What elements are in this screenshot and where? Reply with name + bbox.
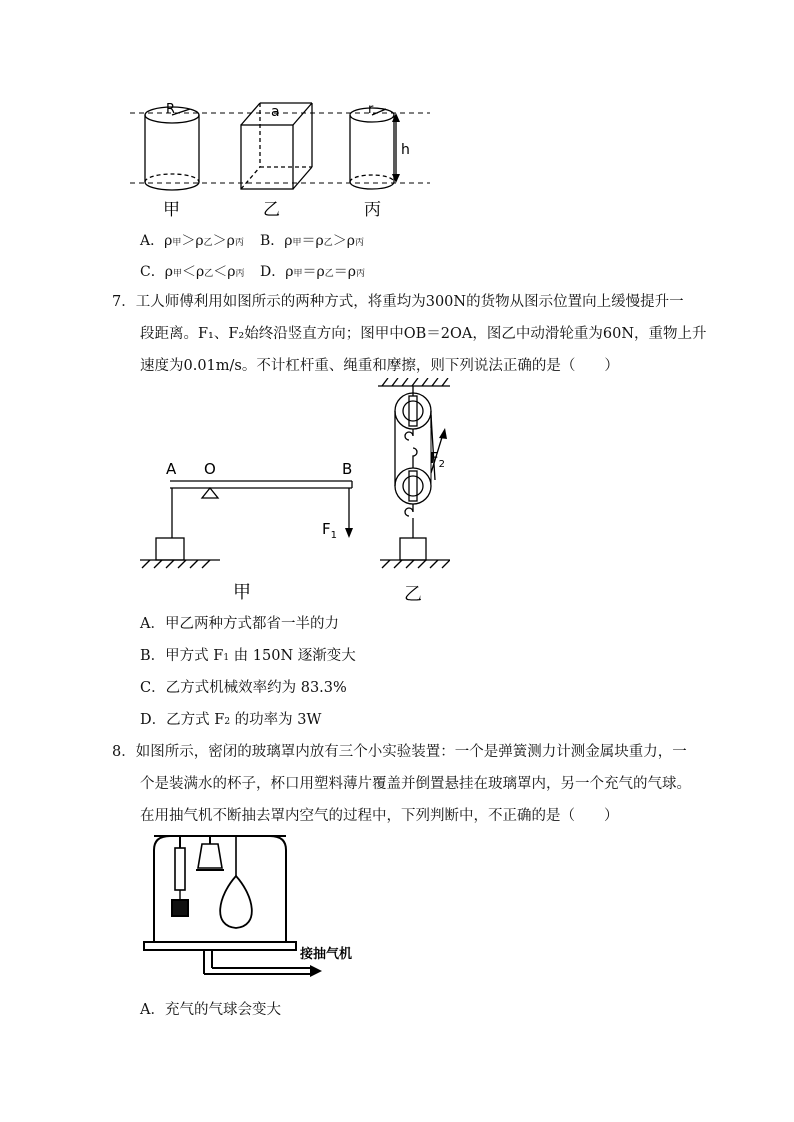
- q6-figure: [130, 95, 430, 225]
- label-r: r: [368, 102, 374, 117]
- q8-stem-line-2: 个是装满水的杯子，杯口用塑料薄片覆盖并倒置悬挂在玻璃罩内，另一个充气的气球。: [140, 776, 691, 792]
- q8-number: 8．: [112, 744, 136, 760]
- label-O: O: [204, 460, 216, 478]
- q6-option-d: D．ρ甲＝ρ乙＝ρ丙: [260, 264, 365, 280]
- caption-yi-7: 乙: [404, 584, 422, 605]
- movable-pulley: [395, 468, 431, 504]
- metal-block: [172, 900, 188, 916]
- q6-option-a: A．ρ甲＞ρ乙＞ρ丙: [140, 233, 244, 249]
- fixed-pulley: [395, 393, 431, 429]
- caption-jia: 甲: [163, 200, 180, 220]
- q7-stem-line-3: 速度为0.01m/s。不计杠杆重、绳重和摩擦，则下列说法正确的是（ ）: [140, 358, 619, 374]
- caption-yi: 乙: [263, 200, 280, 220]
- label-R: R: [166, 102, 176, 117]
- label-F1: $F_1$: [322, 520, 338, 541]
- pump-label: 接抽气机: [300, 947, 353, 962]
- q8-figure: [140, 830, 380, 990]
- base-plate: [144, 942, 296, 950]
- label-F2: $F_2$: [429, 449, 445, 470]
- q8-stem-line-3: 在用抽气机不断抽去罩内空气的过程中，下列判断中，不正确的是（ ）: [140, 808, 619, 824]
- label-a: a: [271, 104, 280, 120]
- cube-yi-front: [241, 125, 293, 189]
- q7-figure: [130, 378, 450, 608]
- q7-stem-line-2: 段距离。F₁、F₂始终沿竖直方向；图甲中OB＝2OA，图乙中动滑轮重为60N，重物上升: [140, 326, 707, 342]
- q7-option-a: A．甲乙两种方式都省一半的力: [140, 616, 339, 632]
- q6-option-b: B．ρ甲＝ρ乙＞ρ丙: [260, 233, 365, 249]
- caption-bing: 丙: [364, 200, 381, 220]
- caption-jia-7: 甲: [233, 582, 251, 603]
- q7-option-d: D．乙方式 F2 的功率为 3W: [140, 712, 322, 728]
- q7-option-b: B．甲方式 F1 由 150N 逐渐变大: [140, 648, 356, 664]
- balloon: [220, 876, 252, 928]
- q6-option-c: C．ρ甲＜ρ乙＜ρ丙: [140, 264, 245, 280]
- q7-option-c: C．乙方式机械效率约为 83.3%: [140, 680, 347, 696]
- q8-stem-line-1: 8．如图所示，密闭的玻璃罩内放有三个小实验装置：一个是弹簧测力计测金属块重力，一: [112, 744, 687, 760]
- inverted-cup: [198, 844, 222, 868]
- q7-stem-line-1: 7．工人师傅利用如图所示的两种方式，将重均为300N的货物从图示位置向上缓慢提升一: [112, 294, 684, 310]
- q7-number: 7．: [112, 294, 136, 310]
- q8-option-a: A．充气的气球会变大: [140, 1002, 281, 1018]
- spring-scale: [175, 848, 185, 890]
- label-h: h: [401, 142, 410, 158]
- label-B: B: [342, 460, 353, 478]
- label-A: A: [166, 460, 177, 478]
